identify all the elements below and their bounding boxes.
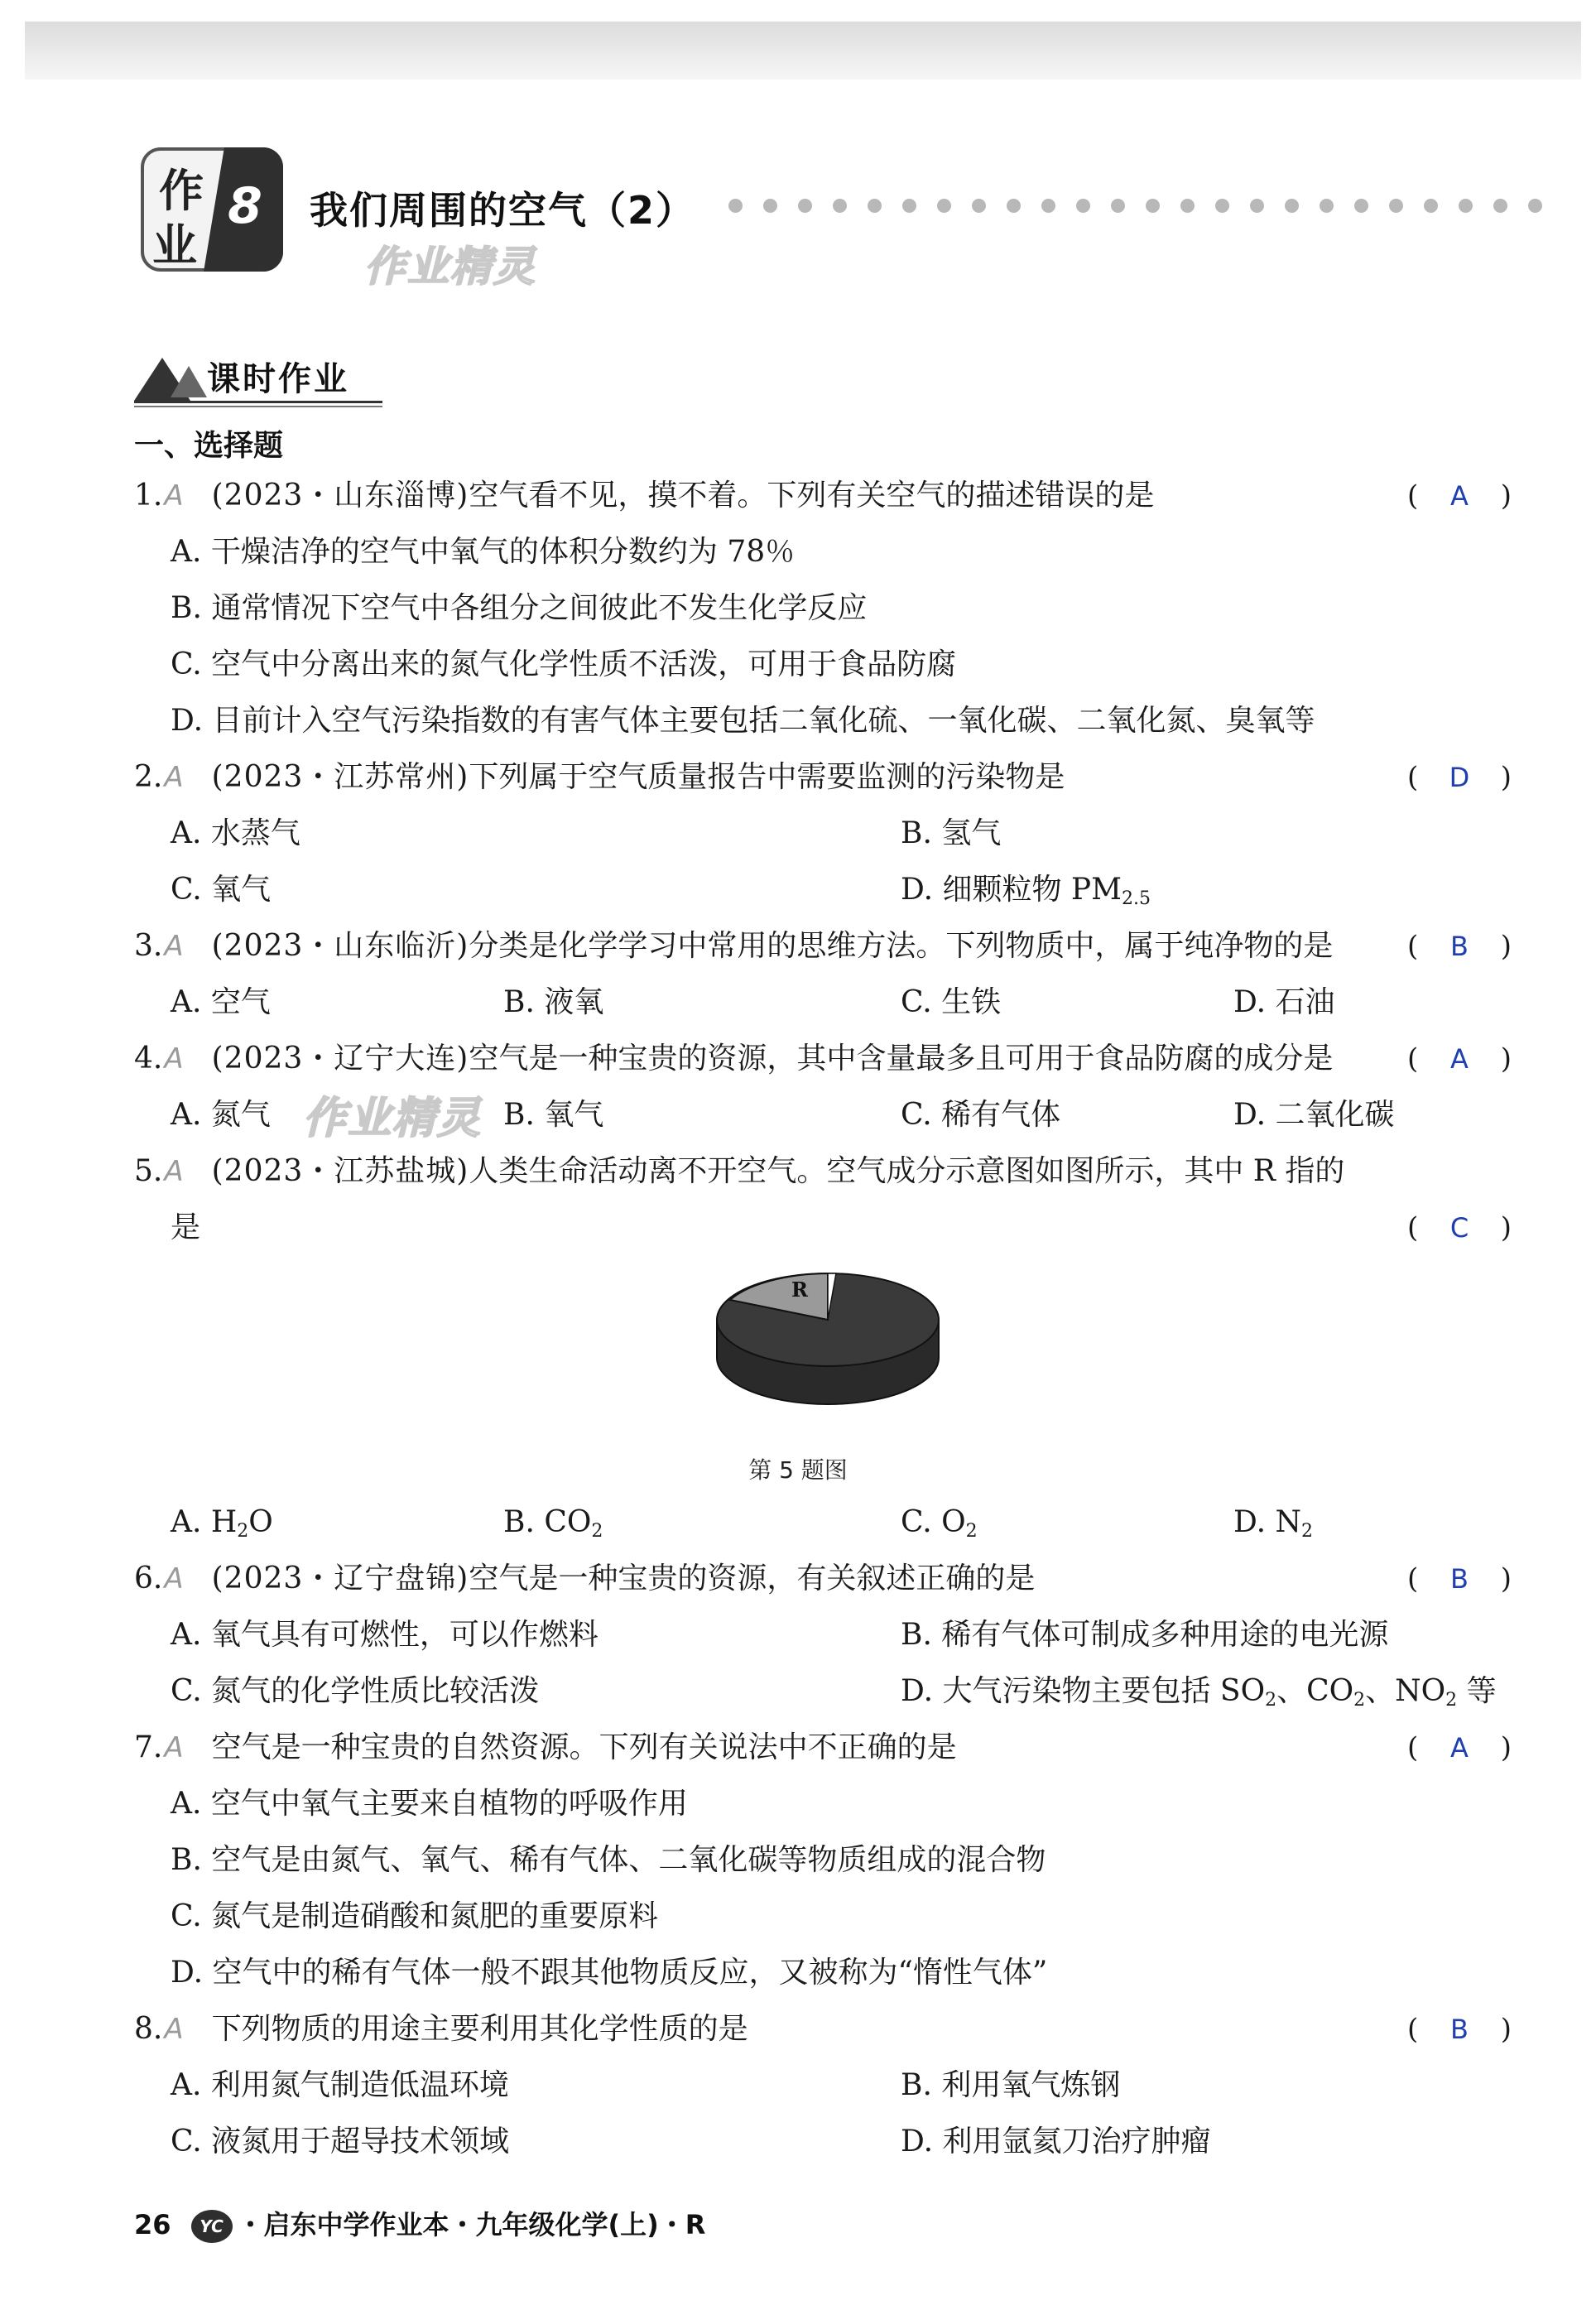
badge-number: 8 — [228, 177, 262, 235]
book-title: ・启东中学作业本・九年级化学(上)・R — [237, 2209, 706, 2240]
answer-value: D — [1449, 762, 1470, 793]
option: A. 空气中氧气主要来自植物的呼吸作用 — [171, 1787, 688, 1821]
option: B. 利用氧气炼钢 — [901, 2068, 1121, 2102]
page-footer — [134, 2204, 705, 2245]
homework-badge — [141, 147, 283, 272]
option: A. 空气 — [171, 985, 271, 1019]
option: B. 空气是由氮气、氧气、稀有气体、二氧化碳等物质组成的混合物 — [171, 1843, 1046, 1877]
option: C. 生铁 — [901, 985, 1002, 1019]
question-stem: 1.A (2023・山东淄博)空气看不见，摸不着。下列有关空气的描述错误的是 — [134, 479, 1155, 513]
part-title: 一、选择题 — [134, 429, 284, 463]
question-stem: 7.A 空气是一种宝贵的自然资源。下列有关说法中不正确的是 — [134, 1730, 957, 1764]
pie-label-r: R — [791, 1278, 808, 1302]
chapter-title: 我们周围的空气（2） — [310, 188, 696, 233]
option: D. 利用氩氦刀治疗肿瘤 — [901, 2125, 1211, 2158]
level-mark: A — [164, 2013, 184, 2046]
question-stem: 5.A (2023・江苏盐城)人类生命活动离不开空气。空气成分示意图如图所示，其中 R 指的 — [134, 1154, 1345, 1188]
answer-value: B — [1450, 2014, 1469, 2045]
watermark: 作业精灵 — [364, 243, 536, 291]
answer-value: B — [1450, 1563, 1469, 1595]
badge-bottom-char: 业 — [152, 219, 197, 272]
answer-value: A — [1450, 1043, 1469, 1075]
level-mark: A — [164, 930, 184, 963]
option: B. 氢气 — [901, 816, 1002, 850]
option: B. $CO_2$ — [503, 1505, 603, 1542]
decorative-dots — [728, 199, 1581, 219]
option: D. 空气中的稀有气体一般不跟其他物质反应，又被称为“惰性气体” — [171, 1956, 1048, 1990]
option: B. 稀有气体可制成多种用途的电光源 — [901, 1618, 1389, 1652]
question-source: (2023・江苏常州) — [211, 760, 469, 794]
option: B. 氧气 — [503, 1098, 604, 1132]
option: D. 目前计入空气污染指数的有害气体主要包括二氧化硫、一氧化碳、二氧化氮、臭氧等 — [171, 704, 1315, 738]
option: A. 氮气 — [171, 1098, 271, 1132]
question-source: (2023・山东淄博) — [211, 479, 469, 513]
answer-value: B — [1450, 931, 1469, 962]
option: C. 空气中分离出来的氮气化学性质不活泼，可用于食品防腐 — [171, 647, 957, 681]
level-mark: A — [164, 1731, 184, 1764]
publisher-logo: YC — [191, 2210, 233, 2243]
answer-value: C — [1449, 1212, 1469, 1244]
question-stem-continued: 是 — [171, 1210, 201, 1244]
question-source: (2023・江苏盐城) — [211, 1154, 469, 1188]
answer-value: A — [1450, 480, 1469, 512]
option: D. $N_2$ — [1233, 1505, 1313, 1542]
option: A. 氧气具有可燃性，可以作燃料 — [171, 1618, 598, 1652]
mountain-icon — [171, 366, 207, 397]
badge-top-char: 作 — [159, 165, 204, 217]
air-composition-pie-figure — [712, 1258, 944, 1424]
option: C. $O_2$ — [901, 1505, 978, 1542]
level-mark: A — [164, 479, 184, 513]
page-number: 26 — [134, 2209, 171, 2240]
figure-caption: 第 5 题图 — [748, 1456, 848, 1484]
question-source: (2023・辽宁大连) — [211, 1042, 469, 1076]
option: C. 氧气 — [171, 873, 272, 907]
level-mark: A — [164, 1562, 184, 1595]
option: A. 水蒸气 — [171, 816, 300, 850]
option: A. 利用氮气制造低温环境 — [171, 2068, 509, 2102]
option: C. 氮气是制造硝酸和氮肥的重要原料 — [171, 1899, 659, 1933]
question-stem: 6.A (2023・辽宁盘锦)空气是一种宝贵的资源，有关叙述正确的是 — [134, 1562, 1036, 1595]
option: B. 液氧 — [503, 985, 604, 1019]
option: B. 通常情况下空气中各组分之间彼此不发生化学反应 — [171, 591, 868, 625]
top-scan-strip — [25, 22, 1581, 79]
question-stem: 8.A 下列物质的用途主要利用其化学性质的是 — [134, 2012, 748, 2046]
question-source: (2023・山东临沂) — [211, 929, 469, 963]
option: D. 大气污染物主要包括 $SO_2$、$CO_2$、$NO_2$ 等 — [901, 1674, 1497, 1711]
option: C. 液氮用于超导技术领域 — [171, 2125, 510, 2158]
level-mark: A — [164, 1155, 184, 1188]
answer-value: A — [1450, 1732, 1469, 1764]
option: A. $H_2O$ — [171, 1505, 273, 1542]
question-stem: 3.A (2023・山东临沂)分类是化学学习中常用的思维方法。下列物质中，属于纯净物的是 — [134, 929, 1334, 963]
option: C. 稀有气体 — [901, 1098, 1061, 1132]
level-mark: A — [164, 761, 184, 794]
question-source: (2023・辽宁盘锦) — [211, 1562, 469, 1595]
watermark: 作业精灵 — [303, 1094, 483, 1143]
section-label: 课时作业 — [207, 360, 349, 398]
option: D. 二氧化碳 — [1233, 1098, 1395, 1132]
option: D. 细颗粒物 $PM_{2.5}$ — [901, 873, 1151, 909]
section-header — [134, 348, 382, 402]
option: A. 干燥洁净的空气中氧气的体积分数约为 78％ — [171, 535, 796, 569]
level-mark: A — [164, 1042, 184, 1076]
option: D. 石油 — [1233, 985, 1335, 1019]
question-stem: 2.A (2023・江苏常州)下列属于空气质量报告中需要监测的污染物是 — [134, 760, 1065, 794]
pie-chart-3d — [712, 1258, 944, 1424]
option: C. 氮气的化学性质比较活泼 — [171, 1674, 540, 1708]
question-stem: 4.A (2023・辽宁大连)空气是一种宝贵的资源，其中含量最多且可用于食品防腐的成分是 — [134, 1042, 1334, 1076]
